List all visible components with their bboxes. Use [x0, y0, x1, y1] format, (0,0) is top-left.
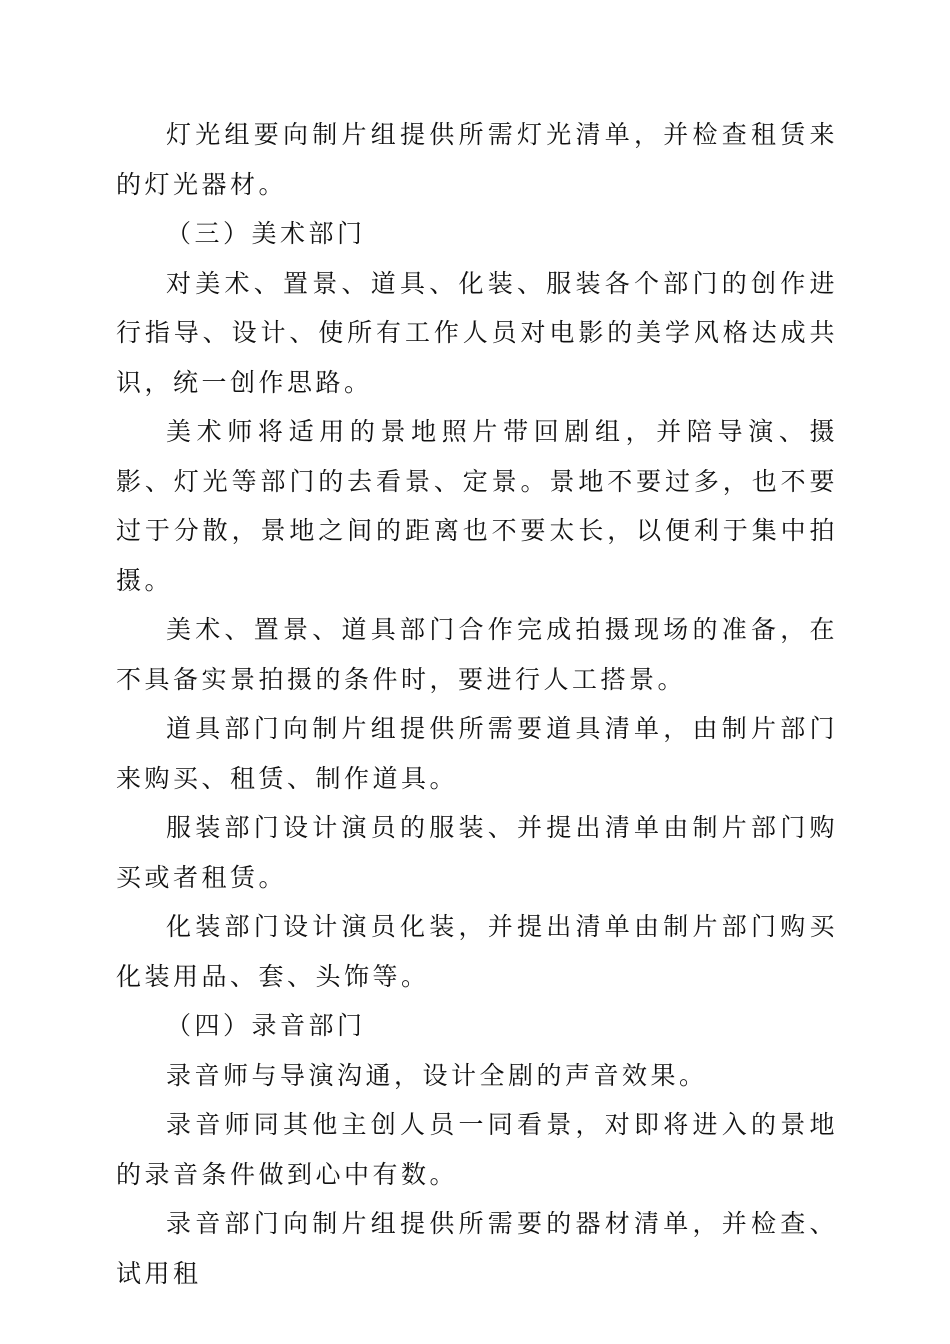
section-heading-art-department: （三）美术部门 — [166, 219, 366, 248]
paragraph-lighting-list: 灯光组要向制片组提供所需灯光清单，并检查租赁来的灯光器材。 — [116, 120, 838, 199]
paragraph-costume-design: 服装部门设计演员的服装、并提出清单由制片部门购买或者租赁。 — [116, 813, 838, 892]
section-heading-sound-department: （四）录音部门 — [166, 1011, 366, 1040]
paragraph-set-preparation: 美术、置景、道具部门合作完成拍摄现场的准备，在不具备实景拍摄的条件时，要进行人工搭景。 — [116, 615, 838, 694]
paragraph-makeup-design: 化装部门设计演员化装，并提出清单由制片部门购买化装用品、套、头饰等。 — [116, 912, 838, 991]
paragraph-sound-design: 录音师与导演沟通，设计全剧的声音效果。 — [166, 1060, 708, 1090]
paragraph-location-scouting: 美术师将适用的景地照片带回剧组，并陪导演、摄影、灯光等部门的去看景、定景。景地不要过多，也不要过于分散，景地之间的距离也不要太长，以便利于集中拍摄。 — [116, 417, 838, 595]
paragraph-sound-equipment: 录音部门向制片组提供所需要的器材清单，并检查、试用租 — [116, 1209, 838, 1288]
paragraph-props-list: 道具部门向制片组提供所需要道具清单，由制片部门来购买、租赁、制作道具。 — [116, 714, 838, 793]
paragraph-sound-scouting: 录音师同其他主创人员一同看景，对即将进入的景地的录音条件做到心中有数。 — [116, 1110, 838, 1189]
document-body — [116, 110, 838, 1298]
paragraph-art-guidance: 对美术、置景、道具、化装、服装各个部门的创作进行指导、设计、使所有工作人员对电影的美学风格达成共识，统一创作思路。 — [116, 268, 838, 397]
